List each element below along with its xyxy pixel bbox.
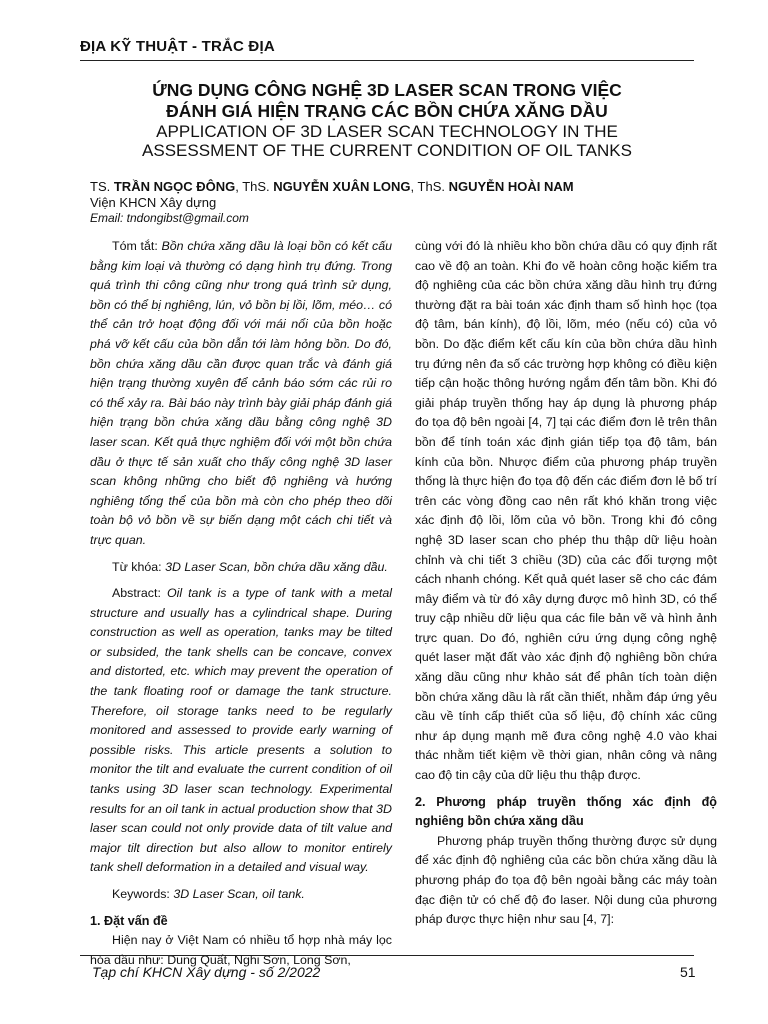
keywords-en-label: Keywords: (112, 887, 170, 901)
abstract-vi-label: Tóm tắt: (112, 239, 158, 253)
section-2-heading: 2. Phương pháp truyền thống xác định độ nghiêng bồn chứa xăng dầu (415, 794, 717, 829)
keywords-vi (90, 558, 392, 578)
keywords-en-text: 3D Laser Scan, oil tank. (173, 887, 305, 901)
keywords-vi-label: Từ khóa: (112, 559, 162, 574)
title-en-line-1: APPLICATION OF 3D LASER SCAN TECHNOLOGY IN THE (156, 122, 618, 141)
author-2-degree: ThS. (242, 179, 270, 194)
author-affiliation: Viện KHCN Xây dựng (90, 195, 217, 210)
footer-rule (80, 955, 694, 956)
author-1-name: TRẦN NGỌC ĐÔNG (113, 179, 236, 194)
keywords-vi-text: 3D Laser Scan, bồn chứa dầu xăng dầu. (165, 559, 388, 574)
author-email: Email: tndongibst@gmail.com (90, 211, 249, 225)
section-1-paragraph-continued: cùng với đó là nhiều kho bồn chứa dầu có quy định rất cao về độ an toàn. Khi đo vẽ hoàn công hoặc kiểm tra độ nghiêng của các bồn chứa xăng dầu hình trụ đứng thường đặt ra bài toán xác định tham số hình học (tọa độ tâm, bán kính), độ lồi, lõm, méo (nếu có) của vỏ bồn. Do đặc điểm kết cấu kín của bồn chứa dầu hình trụ đứng nên đa số các trường hợp không có điều kiện tiếp cận hoặc thông hướng ngắm đến tâm bồn. Khi đó giải pháp truyền thống hay áp dụng là phương pháp đo tọa độ bên ngoài [4, 7] tại các điểm đơn lẻ trên thân bồn để tính toán xác định gián tiếp tọa độ tâm, bán kính của bồn. Nhược điểm của phương pháp truyền thống là thực hiện đo tọa độ đến các điểm đơn lẻ bố trí trên các vòng đồng cao nên rất khó khăn trong việc xác định độ lồi, lõm của vỏ bồn. Trong khi đó công nghệ 3D laser scan cho phép thu thập dữ liệu hoàn chỉnh và chi tiết 3 chiều (3D) của các đối tượng một cách nhanh chóng. Kết quả quét laser sẽ cho các đám mây điểm và từ đó xây dựng được mô hình 3D, có thể truy cập nhiều dữ liệu qua các file bản vẽ và hình ảnh trực quan. Do đó, nghiên cứu ứng dụng công nghệ quét laser mặt đất vào xác định độ nghiêng bồn chứa xăng dầu cũng như khảo sát để phân tích toàn diện bồn chứa xăng dầu là rất cần thiết, nhằm đáp ứng yêu cầu về tính cấp thiết của số liệu, độ chính xác cũng như áp dụng mạnh mẽ đưa công nghệ 4.0 vào khai thác nhằm tiết kiệm về thời gian, nhân công và nâng cao độ tin cậy của dữ liệu thu thập được. (415, 239, 717, 783)
author-2-name: NGUYỄN XUÂN LONG (273, 179, 411, 194)
author-1-degree: TS. (90, 179, 111, 194)
section-2-paragraph-1: Phương pháp truyền thống thường được sử dụng để xác định độ nghiêng của các bồn chứa xăng dầu là phương pháp đo tọa độ bên ngoài bằng các máy toàn đạc điện tử có chế độ đo laser. Nội dung của phương pháp được thực hiện như sau [4, 7]: (415, 833, 717, 927)
title-vi-line-2: ĐÁNH GIÁ HIỆN TRẠNG CÁC BỒN CHỨA XĂNG DẦU (166, 101, 608, 121)
footer-journal-name: Tạp chí KHCN Xây dựng - số 2/2022 (92, 964, 321, 980)
keywords-en (90, 885, 392, 905)
author-3-degree: ThS. (417, 179, 445, 194)
right-column (415, 237, 717, 930)
journal-section-header: ĐỊA KỸ THUẬT - TRẮC ĐỊA (80, 38, 275, 55)
title-vi-line-1: ỨNG DỤNG CÔNG NGHỆ 3D LASER SCAN TRONG VIỆC (152, 80, 622, 100)
abstract-en-text: Oil tank is a type of tank with a metal structure and usually has a cylindrical shape. During construction as well as operation, tanks may be tilted or subsided, the tank shells can be concave, convex and distorted, etc. which may prevent the operation of the tank floating roof or damage the tank structure. Therefore, oil storage tanks need to be regularly monitored and assessed to provide early warning of possible risks. This article presents a solution to monitor the tilt and evaluate the current condition of oil tanks using 3D laser scan technology. Experimental results for an oil tank in actual production show that 3D laser scan could not only provide data of tilt value and major tilt direction but also allow to monitor entirely tank shell deformation in a detailed and visual way. (90, 586, 392, 875)
abstract-en (90, 584, 392, 878)
abstract-vi-text: Bồn chứa xăng dầu là loại bồn có kết cấu bằng kim loại và thường có dạng hình trụ đứng. Trong quá trình thi công cũng như trong quá trình sử dụng, bồn có thể bị nghiêng, lún, vỏ bồn bị lồi, lõm, méo… có thể cản trở hoạt động đối với mái nổi của bồn hoặc phá vỡ kết cấu của bồn dẫn tới làm hỏng bồn. Do đó, bồn chứa xăng dầu cần được quan trắc và đánh giá hiện trạng thường xuyên để cảnh báo sớm các rủi ro có thể xảy ra. Bài báo này trình bày giải pháp đánh giá hiện trạng bồn chứa xăng dầu bằng công nghệ 3D laser scan. Kết quả thực nghiệm đối với một bồn chứa dầu ở thực tế sản xuất cho thấy công nghệ 3D laser scan không những cho biết độ nghiêng và hướng nghiêng tổng thể của bồn mà còn cho phép theo dõi toàn bộ vỏ bồn về sự biến dạng một cách chi tiết và trực quan. (90, 239, 392, 547)
section-1-heading: 1. Đặt vấn đề (90, 913, 168, 928)
abstract-en-label: Abstract: (112, 586, 161, 601)
title-block (80, 80, 694, 160)
section-1-paragraph-start: Hiện nay ở Việt Nam có nhiều tổ hợp nhà máy lọc hóa dầu như: Dung Quất, Nghi Sơn, Long Sơn, (90, 933, 392, 967)
title-en-line-2: ASSESSMENT OF THE CURRENT CONDITION OF OIL TANKS (142, 141, 632, 160)
abstract-vi (90, 237, 392, 551)
author-list: TS. TRẦN NGỌC ĐÔNG, ThS. NGUYỄN XUÂN LONG, ThS. NGUYỄN HOÀI NAM (90, 179, 574, 194)
left-column (90, 237, 392, 970)
page-number: 51 (680, 964, 696, 980)
author-3-name: NGUYỄN HOÀI NAM (448, 179, 574, 194)
header-rule (80, 60, 694, 61)
